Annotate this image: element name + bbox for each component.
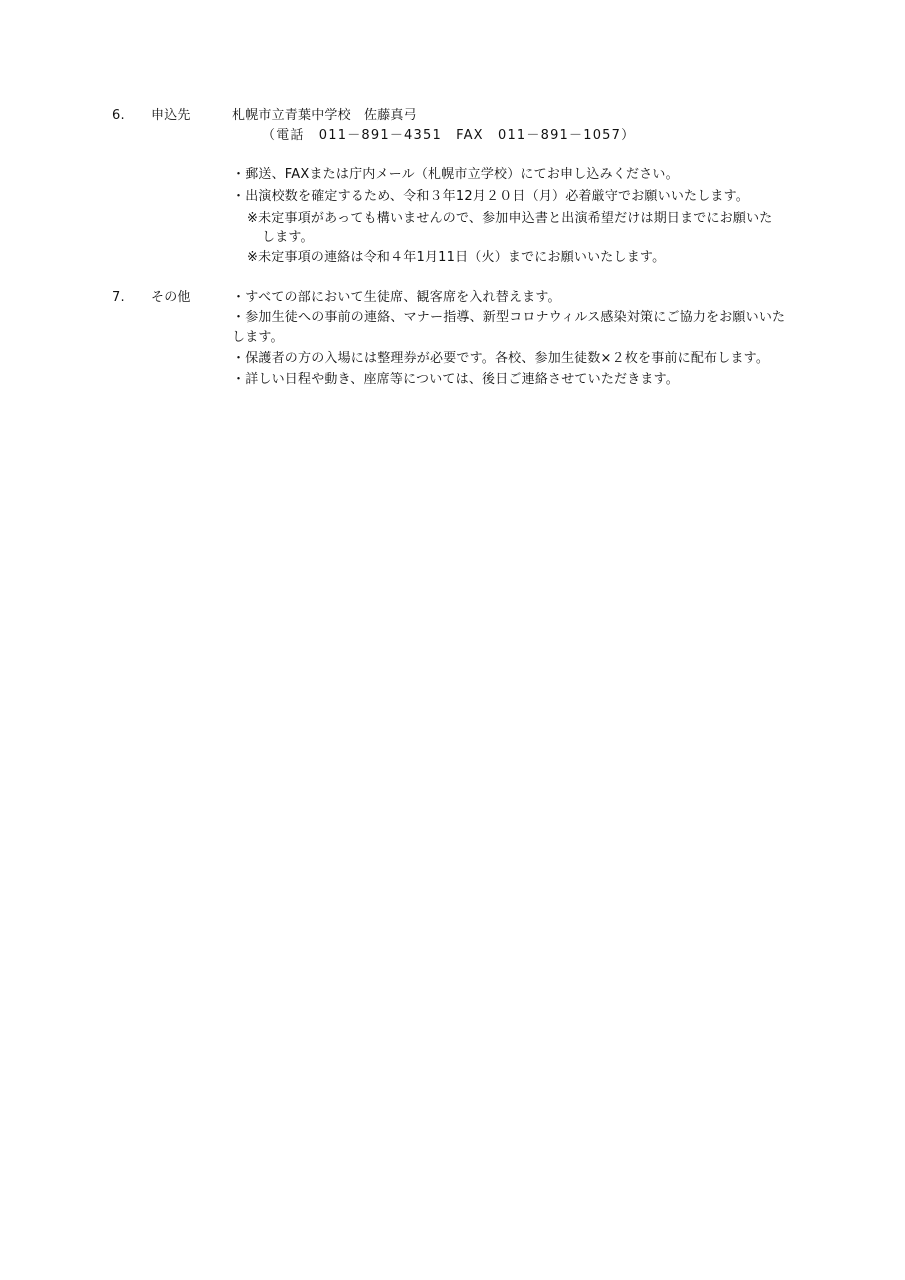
section-6-note-2: ※未定事項の連絡は令和４年1月11日（火）までにお願いいたします。 xyxy=(247,250,666,265)
section-6-note-1-line-1: ※未定事項があっても構いませんので、参加申込書と出演希望だけは期日までにお願いた xyxy=(247,211,773,226)
section-6-note-1-line-2: します。 xyxy=(262,230,314,245)
section-6-heading: 申込先 xyxy=(151,108,191,123)
section-7-line-2b: します。 xyxy=(232,330,284,345)
section-7-line-2a: ・参加生徒への事前の連絡、マナー指導、新型コロナウィルス感染対策にご協力をお願いいた xyxy=(232,310,786,325)
section-7-line-3: ・保護者の方の入場には整理券が必要です。各校、参加生徒数×２枚を事前に配布します。 xyxy=(232,351,770,366)
section-7-line-4: ・詳しい日程や動き、座席等については、後日ご連絡させていただきます。 xyxy=(232,372,679,387)
section-7-number: 7. xyxy=(112,290,125,305)
section-6-line-2: ・出演校数を確定するため、令和３年12月２０日（月）必着厳守でお願いいたします。 xyxy=(232,189,749,204)
section-6-line-1: ・郵送、FAXまたは庁内メール（札幌市立学校）にてお申し込みください。 xyxy=(232,167,679,182)
section-7-heading: その他 xyxy=(151,290,191,305)
section-6-number: 6. xyxy=(112,108,125,123)
section-7-line-1: ・すべての部において生徒席、観客席を入れ替えます。 xyxy=(232,290,561,305)
section-6-contact-name: 札幌市立青葉中学校 佐藤真弓 xyxy=(232,108,417,123)
section-6-contact-phone: （電話 011－891－4351 FAX 011－891－1057） xyxy=(262,128,636,143)
